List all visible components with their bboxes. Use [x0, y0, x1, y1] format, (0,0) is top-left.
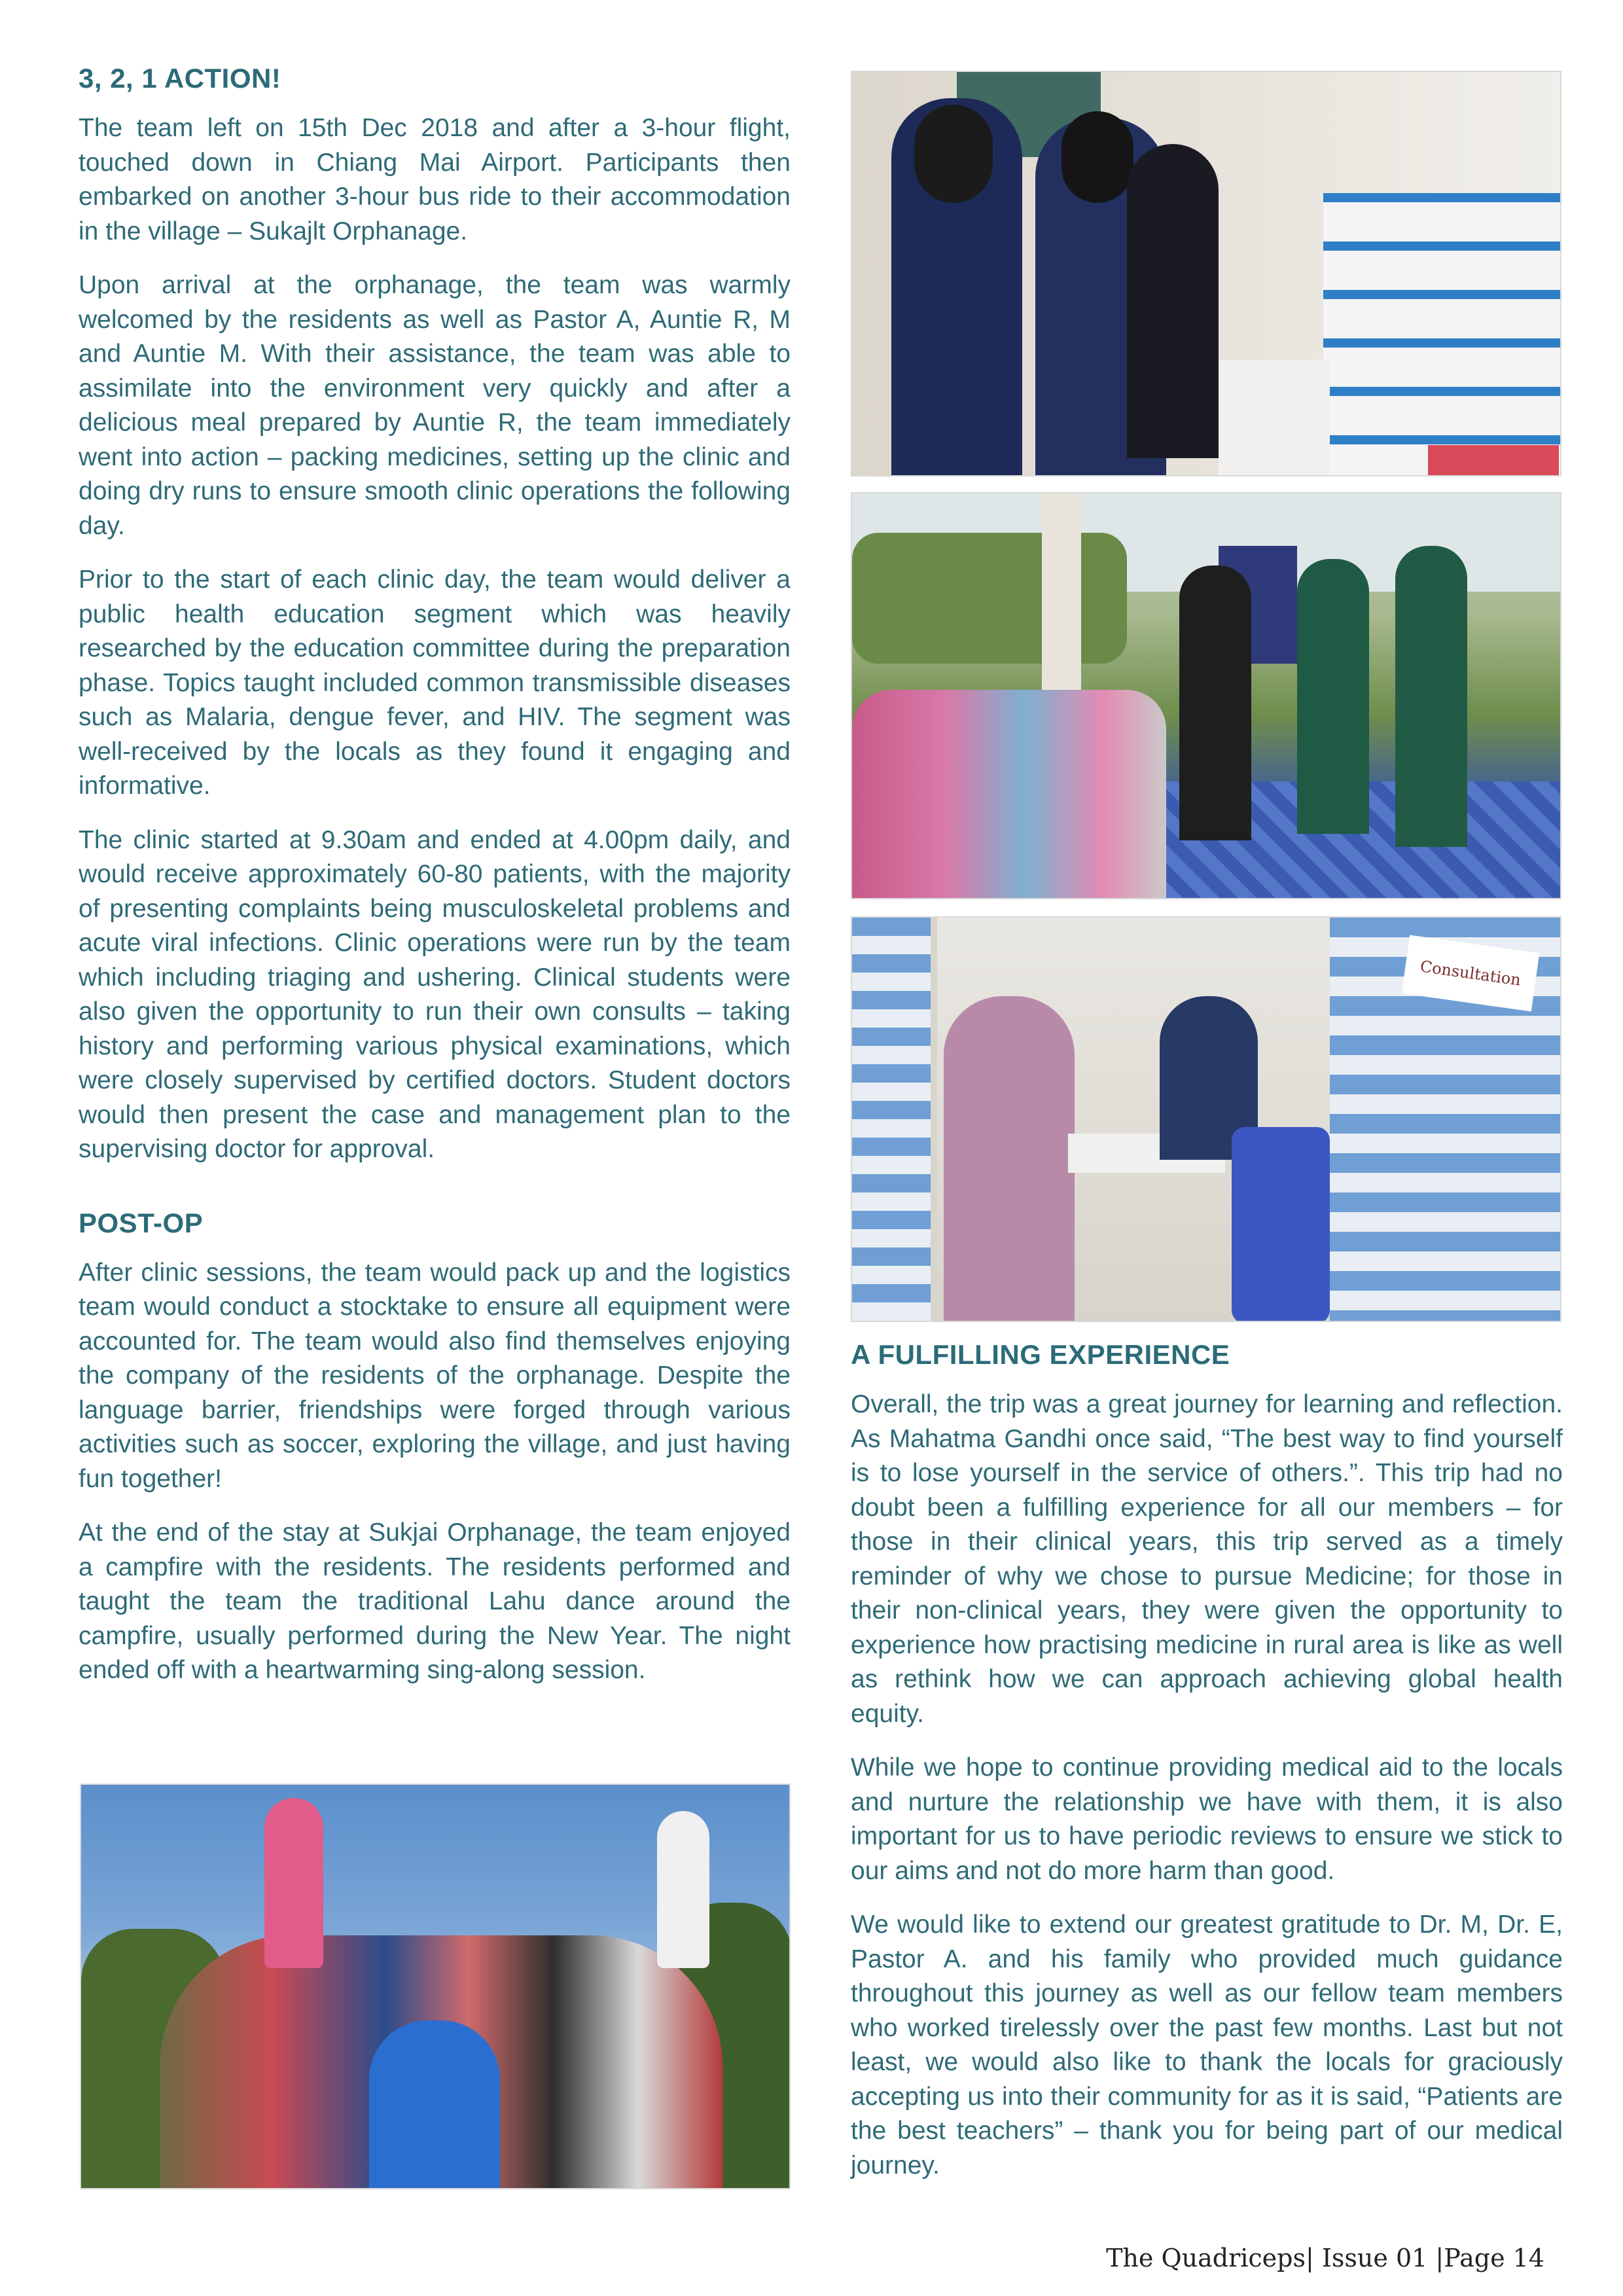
footer-separator: |: [1306, 2244, 1314, 2272]
photo-health-education: [851, 492, 1561, 899]
photo-consultation: [851, 916, 1561, 1322]
photo-packing-medicines: [851, 71, 1561, 476]
paragraph-stocktake: After clinic sessions, the team would pack up and the logistics team would conduct a stocktake to ensure all equipment were accounted for. The team would also find themselves enjoying the company of the residents of the orphanage. Despite the language barrier, friendships were forged through various activities such as soccer, exploring the village, and just having fun together!: [79, 1258, 791, 1493]
paragraph-continue: While we hope to continue providing medical aid to the locals and nurture the relationship we have with them, it is also important for us to have periodic reviews to ensure we stick to our aims and not do more harm than good.: [851, 1753, 1563, 1885]
left-column: [79, 60, 791, 1708]
footer-separator: |: [1435, 2244, 1444, 2272]
footer-page-number: Page 14: [1444, 2244, 1544, 2272]
right-column: [851, 1336, 1563, 2202]
photo-group: [80, 1784, 791, 2189]
photo-presenter: [1179, 565, 1251, 840]
paragraph-reflection: Overall, the trip was a great journey for learning and reflection. As Mahatma Gandhi once said, “The best way to find yourself is to lose yourself in the service of others.”. This trip had no doubt been a fulfilling experience for all our members – for those in their clinical years, this trip served as a timely reminder of why we chose to pursue Medicine; for those in their non-clinical years, they were given the opportunity to experience how practising medicine in rural area is like as well as rethink how we can approach achieving global health equity.: [851, 1390, 1563, 1728]
footer-issue: Issue 01: [1321, 2244, 1428, 2272]
footer-publication: The Quadriceps: [1106, 2244, 1306, 2272]
photo-audience: [852, 690, 1166, 899]
paragraph-education: Prior to the start of each clinic day, the team would deliver a public health education segment which was heavily researched by the education committee during the preparation phase. Topics taught included common transmissible diseases such as Malaria, dengue fever, and HIV. The segment was well-received by the locals as they found it engaging and informative.: [79, 565, 791, 800]
photo-drawer-cabinet: [1323, 193, 1561, 476]
photo-medicine-boxes: [1428, 445, 1559, 476]
page-footer: [1106, 2244, 1544, 2272]
photo-person: [1127, 144, 1219, 458]
photo-patient: [944, 996, 1075, 1322]
photo-medicine-boxes: [1219, 360, 1330, 476]
paragraph-arrival: The team left on 15th Dec 2018 and after a 3-hour flight, touched down in Chiang Mai Airport. Participants then embarked on another 3-hour bus ride to their accommodation in the village – Sukajlt Orphanage.: [79, 114, 791, 245]
photo-person: [264, 1798, 323, 1968]
paragraph-welcome: Upon arrival at the orphanage, the team was warmly welcomed by the residents as well as Pastor A, Auntie R, M and Auntie M. With their assistance, the team was able to assimilate into the environment very quickly and after a delicious meal prepared by Auntie R, the team immediately went into action – packing medicines, setting up the clinic and doing dry runs to ensure smooth clinic operations the following day.: [79, 271, 791, 540]
heading-fulfilling: A FULFILLING EXPERIENCE: [851, 1339, 1230, 1370]
photo-person: [914, 105, 993, 203]
photo-chair: [1232, 1127, 1330, 1322]
photo-person: [657, 1811, 709, 1968]
photo-trees: [852, 533, 1127, 664]
paragraph-clinic: The clinic started at 9.30am and ended at 4.00pm daily, and would receive approximately 60-80 patients, with the majority of presenting complaints being musculoskeletal problems and acute viral infections. Clinic operations were run by the team which including triaging and ushering. Clinical students were also given the opportunity to run their own consults – taking history and performing various physical examinations, which were closely supervised by certified doctors. Student doctors would then present the case and management plan to the supervising doctor for approval.: [79, 825, 791, 1163]
photo-presenter: [1395, 546, 1467, 847]
photo-person: [1061, 111, 1133, 203]
paragraph-campfire: At the end of the stay at Sukjai Orphanage, the team enjoyed a campfire with the residents. The residents performed and taught the team the traditional Lahu dance around the campfire, usually performed during the New Year. The night ended off with a heartwarming sing-along session.: [79, 1518, 791, 1684]
heading-action: 3, 2, 1 ACTION!: [79, 63, 281, 94]
photo-tarp-left: [852, 918, 931, 1322]
photo-presenter: [1297, 559, 1369, 834]
heading-postop: POST-OP: [79, 1207, 204, 1238]
paragraph-gratitude: We would like to extend our greatest gratitude to Dr. M, Dr. E, Pastor A. and his family who provided much guidance throughout this journey as well as our fellow team members who worked tirelessly over the past few months. Last but not least, we would also like to thank the locals for graciously accepting us into their community for as it is said, “Patients are the best teachers” – thank you for being part of our medical journey.: [851, 1910, 1563, 2179]
photo-person: [369, 2020, 500, 2189]
consultation-sign-text: Consultation: [1419, 957, 1522, 990]
